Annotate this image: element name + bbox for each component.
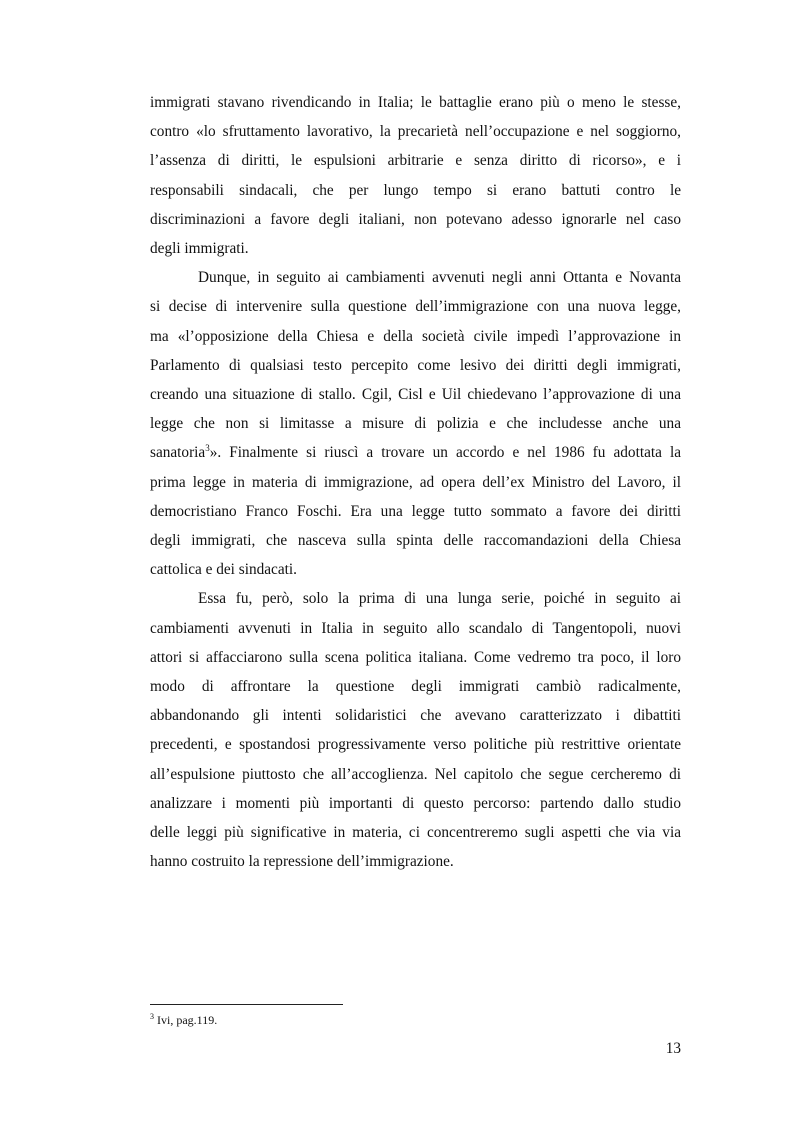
text-line: legge che non si limitasse a misure di polizia e che includesse anche una [150, 415, 681, 433]
text-line: prima legge in materia di immigrazione, ad opera dell’ex Ministro del Lavoro, il [150, 473, 681, 491]
text-fragment: ». Finalmente si riuscì a trovare un accordo e nel 1986 fu adottata la [209, 444, 681, 462]
text-line: analizzare i momenti più importanti di questo percorso: partendo dallo studio [150, 794, 681, 812]
text-line: precedenti, e spostandosi progressivamente verso politiche più restrittive orientate [150, 736, 681, 754]
text-line: l’assenza di diritti, le espulsioni arbitrarie e senza diritto di ricorso», e i [150, 152, 681, 170]
text-line: degli immigrati, che nasceva sulla spinta delle raccomandazioni della Chiesa [150, 532, 681, 550]
footnote-divider [150, 1004, 343, 1005]
text-line: contro «lo sfruttamento lavorativo, la precarietà nell’occupazione e nel soggiorno, [150, 123, 681, 141]
text-line: Parlamento di qualsiasi testo percepito come lesivo dei diritti degli immigrati, [150, 356, 681, 374]
footnote-reference[interactable]: 3 [205, 443, 210, 454]
text-line: Essa fu, però, solo la prima di una lunga serie, poiché in seguito ai [198, 590, 681, 608]
text-line: hanno costruito la repressione dell’immigrazione. [150, 853, 454, 871]
text-line: all’espulsione piuttosto che all’accoglienza. Nel capitolo che segue cercheremo di [150, 765, 681, 783]
text-line: democristiano Franco Foschi. Era una legge tutto sommato a favore dei diritti [150, 502, 681, 520]
text-line: responsabili sindacali, che per lungo tempo si erano battuti contro le [150, 181, 681, 199]
text-line: si decise di intervenire sulla questione dell’immigrazione con una nuova legge, [150, 298, 681, 316]
text-line: cattolica e dei sindacati. [150, 561, 297, 579]
footnote-marker: 3 [150, 1012, 154, 1021]
paragraph-1 [150, 88, 681, 263]
text-line: immigrati stavano rivendicando in Italia; le battaglie erano più o meno le stesse, [150, 94, 681, 111]
text-line: attori si affacciarono sulla scena politica italiana. Come vedremo tra poco, il loro [150, 648, 681, 666]
text-line-with-footnote-ref [150, 438, 681, 467]
body-text [150, 88, 681, 876]
text-line: discriminazioni a favore degli italiani, non potevano adesso ignorarle nel caso [150, 210, 681, 228]
text-line: degli immigrati. [150, 240, 249, 258]
text-line: delle leggi più significative in materia, ci concentreremo sugli aspetti che via via [150, 824, 681, 842]
paragraph-3 [150, 584, 681, 876]
footnote-text: Ivi, pag.119. [154, 1013, 218, 1027]
text-line: abbandonando gli intenti solidaristici che avevano caratterizzato i dibattiti [150, 707, 681, 725]
paragraph-2 [150, 263, 681, 584]
text-line: creando una situazione di stallo. Cgil, Cisl e Uil chiedevano l’approvazione di una [150, 386, 681, 404]
text-line: cambiamenti avvenuti in Italia in seguito allo scandalo di Tangentopoli, nuovi [150, 619, 681, 637]
text-line: ma «l’opposizione della Chiesa e della società civile impedì l’approvazione in [150, 327, 681, 345]
text-line: modo di affrontare la questione degli immigrati cambiò radicalmente, [150, 678, 681, 696]
footnote [150, 1012, 217, 1028]
text-fragment: sanatoria [150, 444, 206, 462]
text-line: Dunque, in seguito ai cambiamenti avvenuti negli anni Ottanta e Novanta [198, 269, 681, 287]
page-number: 13 [665, 1040, 681, 1057]
